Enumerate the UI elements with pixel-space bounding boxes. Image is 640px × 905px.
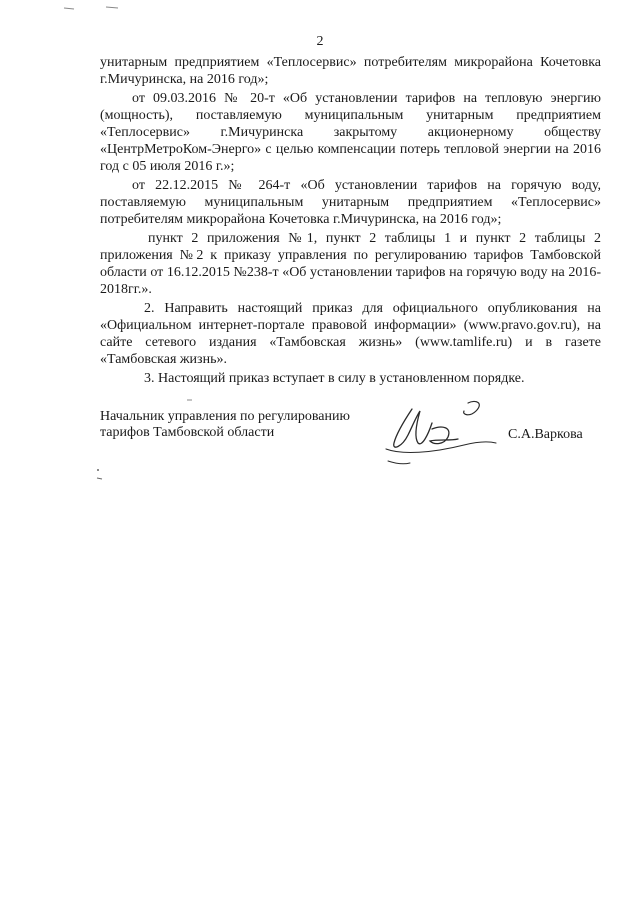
paragraph-publication: 2. Направить настоящий приказ для официального опубликования на «Официальном интернет-портале правовой информации» (www.pravo.gov.ru), на сайте сетевого издания «Тамбовская жизнь» (www.tamlife.ru) и в газете «Тамбовская жизнь». [100,301,601,367]
scan-artifact [94,466,110,482]
scan-artifact [186,397,196,403]
paragraph-continuation: унитарным предприятием «Теплосервис» потребителям микрорайона Кочетовка г.Мичуринска, на 2016 год»; [100,55,601,87]
signatory-title [100,409,400,441]
paragraph-order-264t: от 22.12.2015 № 264-т «Об установлении тарифов на горячую воду, поставляемую муниципальным унитарным предприятием «Теплосервис» потребителям микрорайона Кочетовка г.Мичуринска, на 2016 год»; [100,178,601,227]
scan-artifact [62,0,122,12]
signatory-title-line1: Начальник управления по регулированию [100,409,350,424]
signatory-title-line2: тарифов Тамбовской области [100,425,275,440]
paragraph-order-20t: от 09.03.2016 № 20-т «Об установлении тарифов на тепловую энергию (мощность), поставляемую муниципальным унитарным предприятием «Теплосервис» г.Мичуринска закрытому акционерному обществу «ЦентрМетроКом-Энерго» с целью компенсации потерь тепловой энергии на 2016 год с 05 июля 2016 г.»; [100,91,601,174]
paragraph-order-238t: пункт 2 приложения №1, пункт 2 таблицы 1 и пункт 2 таблицы 2 приложения №2 к приказу управления по регулированию тарифов Тамбовской области от 16.12.2015 №238-т «Об установлении тарифов на горячую воду на 2016-2018гг.». [100,231,601,297]
document-body [100,54,601,389]
signatory-name: С.А.Варкова [508,427,583,442]
paragraph-effective: 3. Настоящий приказ вступает в силу в установленном порядке. [144,371,525,386]
handwritten-signature [372,395,512,475]
page-number: 2 [316,34,324,49]
